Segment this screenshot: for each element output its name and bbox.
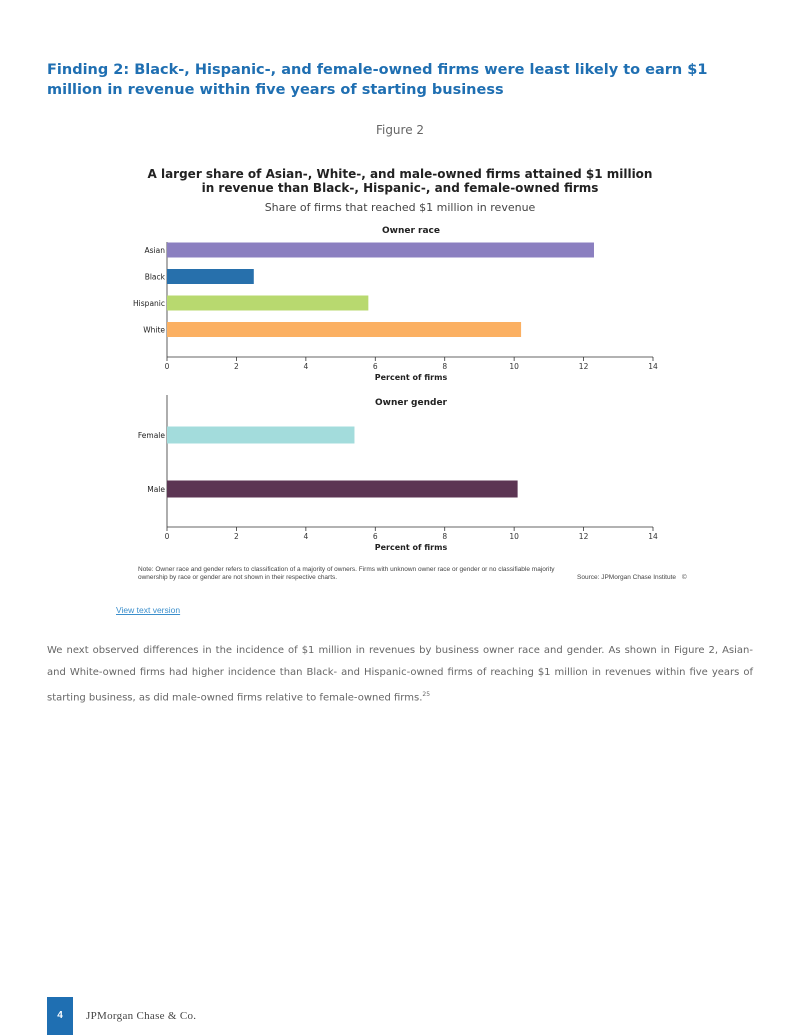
x-tick-label: 0 (164, 362, 170, 371)
x-tick-label: 4 (303, 532, 309, 541)
figure-label: Figure 2 (375, 123, 425, 137)
x-tick-label: 6 (372, 362, 378, 371)
bar-black (167, 269, 254, 284)
category-label-asian: Asian (144, 246, 165, 255)
race-bar-chart (0, 220, 800, 380)
panel-title: Owner gender (375, 398, 447, 408)
x-tick-label: 4 (303, 362, 309, 371)
x-tick-label: 12 (578, 532, 589, 541)
x-tick-label: 2 (234, 362, 239, 371)
x-tick-label: 14 (648, 362, 658, 371)
brand-logo: JPMorgan Chase & Co. (86, 1010, 197, 1022)
category-label-female: Female (137, 431, 165, 440)
chart-note: Note: Owner race and gender refers to classification of a majority of owners. Firms with unknown owner race or gender or no classifiable majority ownership by race or gender are not shown in their respective charts. (138, 566, 555, 581)
footnote-ref[interactable]: 25 (422, 691, 431, 698)
x-axis-title: Percent of firms (374, 373, 448, 382)
x-tick-label: 0 (164, 532, 170, 541)
gender-bar-chart (0, 390, 800, 555)
x-tick-label: 10 (509, 362, 519, 371)
category-label-hispanic: Hispanic (133, 299, 165, 308)
chart-source (577, 574, 687, 581)
panel-title: Owner race (382, 226, 440, 236)
source-text: Source: JPMorgan Chase Institute (577, 574, 676, 581)
finding-heading: Finding 2: Black-, Hispanic-, and female-owned firms were least likely to earn $1 million in revenue within five years of starting business (47, 62, 708, 98)
bar-asian (167, 243, 594, 258)
x-tick-label: 8 (442, 362, 448, 371)
copyright-mark: © (681, 574, 687, 581)
x-tick-label: 2 (234, 532, 239, 541)
category-label-white: White (143, 325, 165, 335)
body-text: We next observed differences in the incidence of $1 million in revenues by business owner race and gender. As shown in Figure 2, Asian- and White-owned firms had higher incidence than Black- and Hispanic-owned firms of reaching $1 million in revenues within five years of starting business, as did male-owned firms relative to female-owned firms. (47, 645, 753, 704)
bar-female (167, 427, 354, 444)
category-label-male: Male (147, 485, 165, 494)
chart-title: A larger share of Asian-, White-, and male-owned firms attained $1 million in revenue than Black-, Hispanic-, and female-owned firms (147, 167, 653, 195)
bar-white (167, 322, 521, 337)
chart-subtitle: Share of firms that reached $1 million in revenue (264, 201, 536, 214)
x-tick-label: 6 (372, 532, 378, 541)
bar-male (167, 481, 518, 498)
x-tick-label: 10 (509, 532, 519, 541)
x-tick-label: 14 (648, 532, 658, 541)
bar-hispanic (167, 296, 368, 311)
x-tick-label: 8 (442, 532, 448, 541)
x-tick-label: 12 (578, 362, 589, 371)
page-number: 4 (47, 997, 73, 1035)
category-label-black: Black (144, 272, 165, 282)
view-text-version-link[interactable]: View text version (116, 605, 181, 615)
x-axis-title: Percent of firms (374, 543, 448, 552)
body-paragraph (47, 640, 753, 709)
